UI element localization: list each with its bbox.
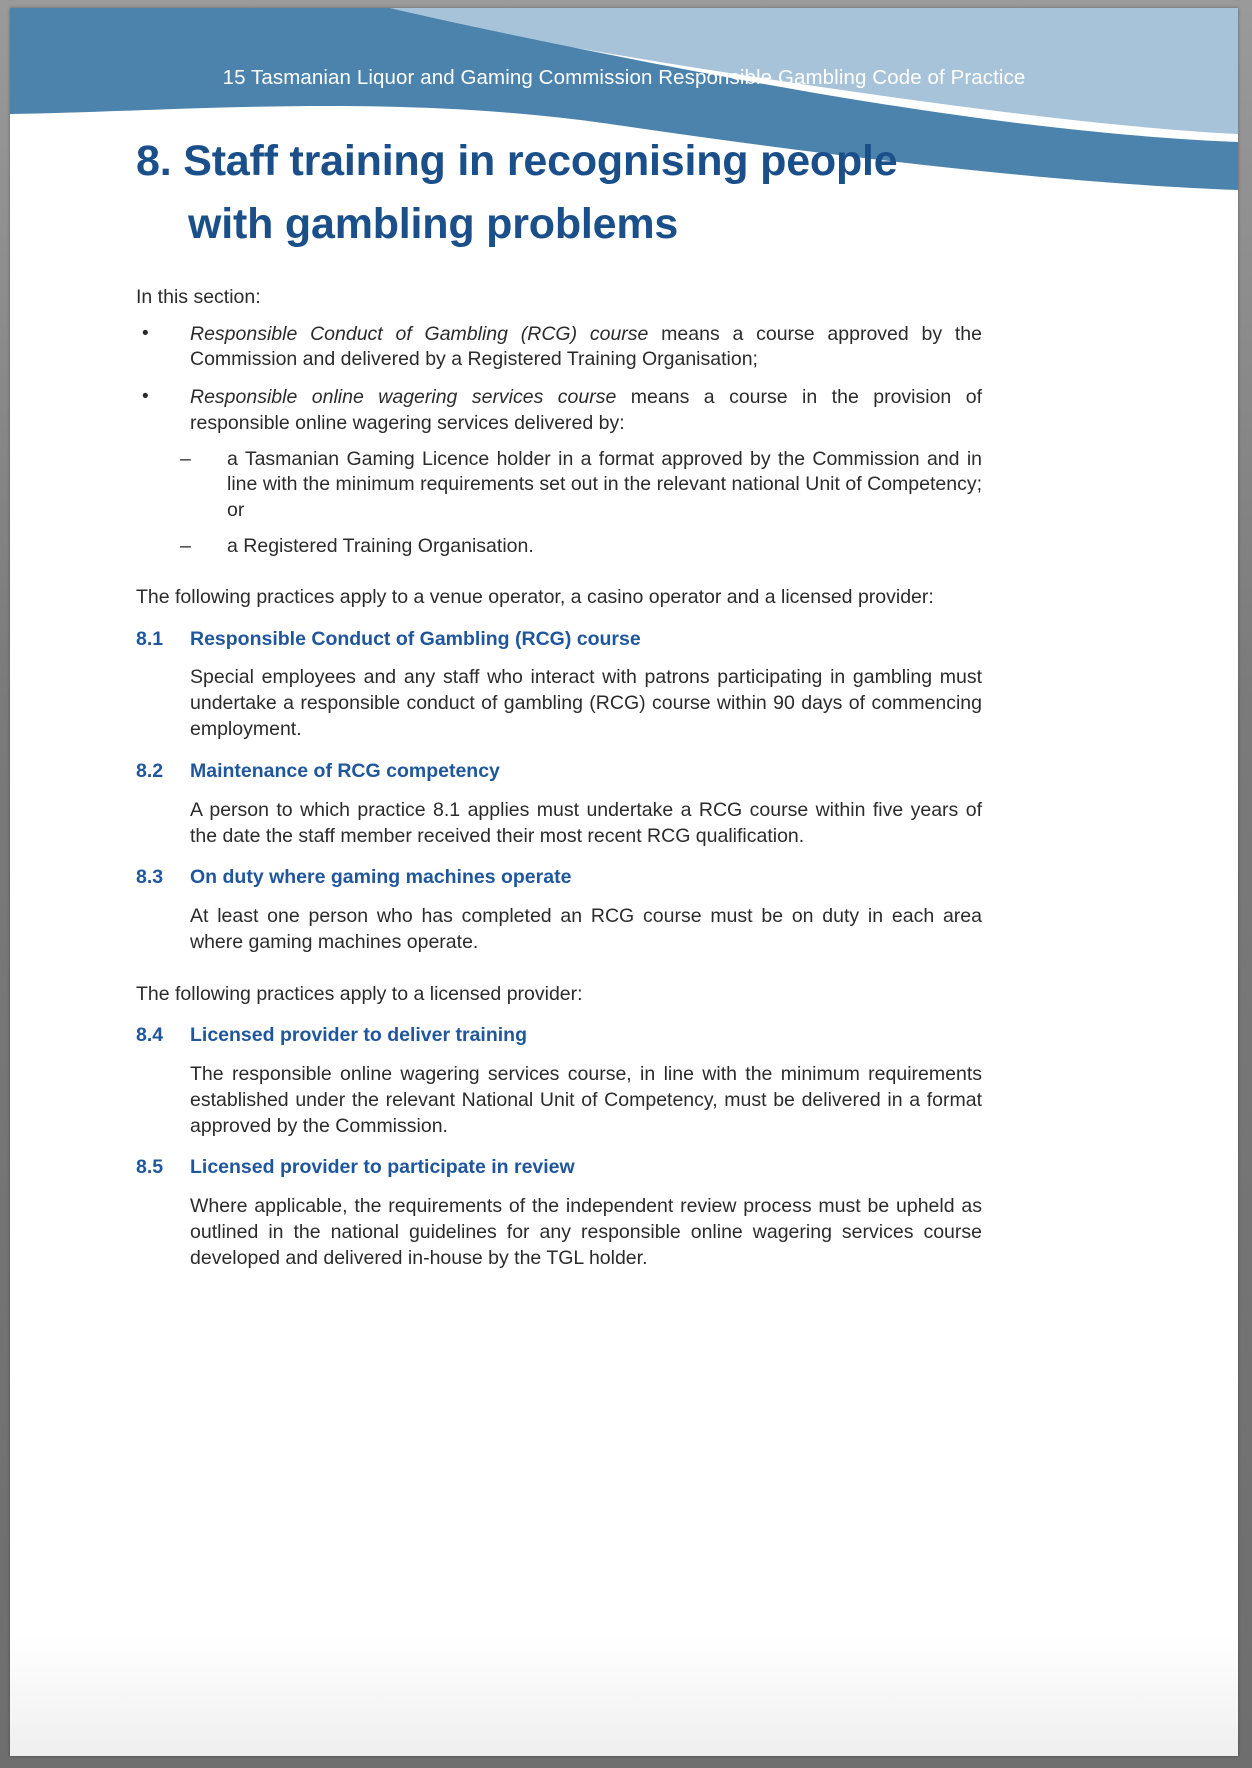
- page-content: [136, 130, 982, 1272]
- list-item: [136, 322, 982, 373]
- list-item: [136, 534, 982, 559]
- lead-in-paragraph-1: The following practices apply to a venue operator, a casino operator and a licensed provider:: [136, 586, 934, 609]
- definitions-list: [136, 322, 982, 436]
- clause-heading: [136, 1023, 982, 1048]
- clause-heading: [136, 759, 982, 784]
- bullet-glyph: •: [142, 386, 149, 408]
- clause-body: A person to which practice 8.1 applies must undertake a RCG course within five years of the date the staff member received their most recent RCG qualification.: [190, 798, 982, 847]
- clause-title: Maintenance of RCG competency: [190, 760, 500, 783]
- definition-text: means a course in the provision of responsible online wagering services delivered by:: [190, 386, 982, 434]
- definition-text: means a course approved by the Commission and delivered by a Registered Training Organisation;: [190, 322, 982, 370]
- page-title-line-2: with gambling problems: [188, 199, 679, 248]
- defined-term: Responsible online wagering services course: [190, 386, 617, 409]
- lead-in-paragraph-2: The following practices apply to a licensed provider:: [136, 982, 583, 1005]
- defined-term: Responsible Conduct of Gambling (RCG) course: [190, 322, 649, 345]
- clause-heading: [136, 627, 982, 652]
- clause-body: Where applicable, the requirements of the independent review process must be upheld as outlined in the national guidelines for any responsible online wagering services course developed and delivered in-house by the TGL holder.: [190, 1194, 982, 1269]
- page-title-line-1: 8. Staff training in recognising people: [136, 137, 898, 185]
- intro-text: In this section:: [136, 285, 261, 308]
- sub-definition-text: a Registered Training Organisation.: [227, 535, 534, 558]
- clause-title: Licensed provider to participate in review: [190, 1156, 575, 1179]
- running-header: 15 Tasmanian Liquor and Gaming Commission Responsible Gambling Code of Practice: [222, 66, 1026, 89]
- clause-8-3: [136, 865, 982, 955]
- dash-glyph: –: [180, 535, 191, 558]
- clause-heading: [136, 865, 982, 890]
- bullet-glyph: •: [142, 322, 149, 344]
- clause-title: Licensed provider to deliver training: [190, 1024, 527, 1047]
- clause-8-1: [136, 627, 982, 743]
- clause-body: At least one person who has completed an RCG course must be on duty in each area where gaming machines operate.: [190, 904, 982, 953]
- clause-number: 8.3: [136, 866, 164, 889]
- clause-body: Special employees and any staff who interact with patrons participating in gambling must undertake a responsible conduct of gambling (RCG) course within 90 days of commencing employment.: [190, 666, 982, 741]
- clause-number: 8.4: [136, 1024, 164, 1047]
- clause-8-2: [136, 759, 982, 849]
- page-title: [136, 130, 982, 256]
- page-bottom-fade: [10, 1636, 1238, 1756]
- clause-8-4: [136, 1023, 982, 1139]
- list-item: [136, 385, 982, 436]
- clause-heading: [136, 1155, 982, 1180]
- clause-title: Responsible Conduct of Gambling (RCG) course: [190, 628, 641, 651]
- list-item: [136, 447, 982, 523]
- clause-number: 8.1: [136, 628, 164, 651]
- sub-definition-text: a Tasmanian Gaming Licence holder in a format approved by the Commission and in line with the minimum requirements set out in the relevant national Unit of Competency; or: [227, 448, 982, 521]
- clause-title: On duty where gaming machines operate: [190, 866, 572, 889]
- sub-definitions-list: [136, 447, 982, 559]
- clause-body: The responsible online wagering services course, in line with the minimum requirements established under the relevant National Unit of Competency, must be delivered in a format approved by the Commission.: [190, 1062, 982, 1137]
- document-page: [10, 8, 1238, 1756]
- dash-glyph: –: [180, 448, 191, 471]
- clause-number: 8.5: [136, 1156, 164, 1179]
- clause-number: 8.2: [136, 760, 164, 783]
- clause-8-5: [136, 1155, 982, 1271]
